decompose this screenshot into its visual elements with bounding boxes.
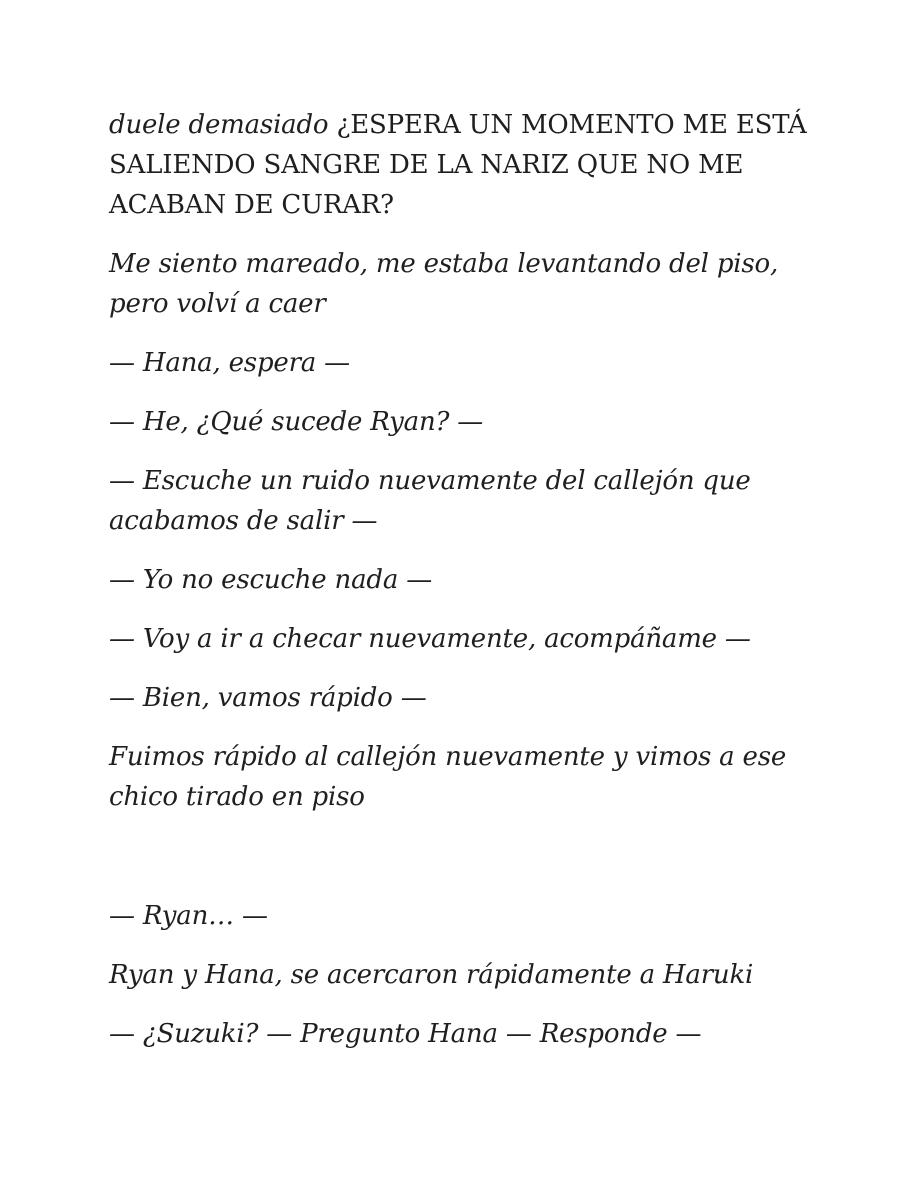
narration-paragraph: Ryan y Hana, se acercaron rápidamente a Haruki	[109, 960, 754, 990]
scene-break	[109, 836, 809, 896]
dialogue-line: — Bien, vamos rápido —	[109, 683, 427, 713]
paragraph-1	[109, 105, 809, 225]
dialogue-line: — Voy a ir a checar nuevamente, acompáñame —	[109, 624, 751, 654]
dialogue-line: — Hana, espera —	[109, 348, 350, 378]
dialogue-line: — Ryan… —	[109, 901, 268, 931]
dialogue-line: — Yo no escuche nada —	[109, 565, 432, 595]
dialogue-line: — Escuche un ruido nuevamente del callejón que acabamos de salir —	[109, 466, 751, 536]
paragraph-1-upright: ¿ESPERA UN MOMENTO ME ESTÁ SALIENDO SANGRE DE LA NARIZ QUE NO ME ACABAN DE CURAR?	[109, 110, 807, 220]
dialogue-line: — He, ¿Qué sucede Ryan? —	[109, 407, 484, 437]
dialogue-line: — ¿Suzuki? — Pregunto Hana — Responde —	[109, 1019, 702, 1049]
paragraph-1-italic: duele demasiado	[109, 110, 337, 140]
narration-paragraph: Fuimos rápido al callejón nuevamente y vimos a ese chico tirado en piso	[109, 742, 787, 812]
page-text	[109, 105, 809, 1073]
paragraph-2: Me siento mareado, me estaba levantando del piso, pero volví a caer	[109, 249, 779, 319]
